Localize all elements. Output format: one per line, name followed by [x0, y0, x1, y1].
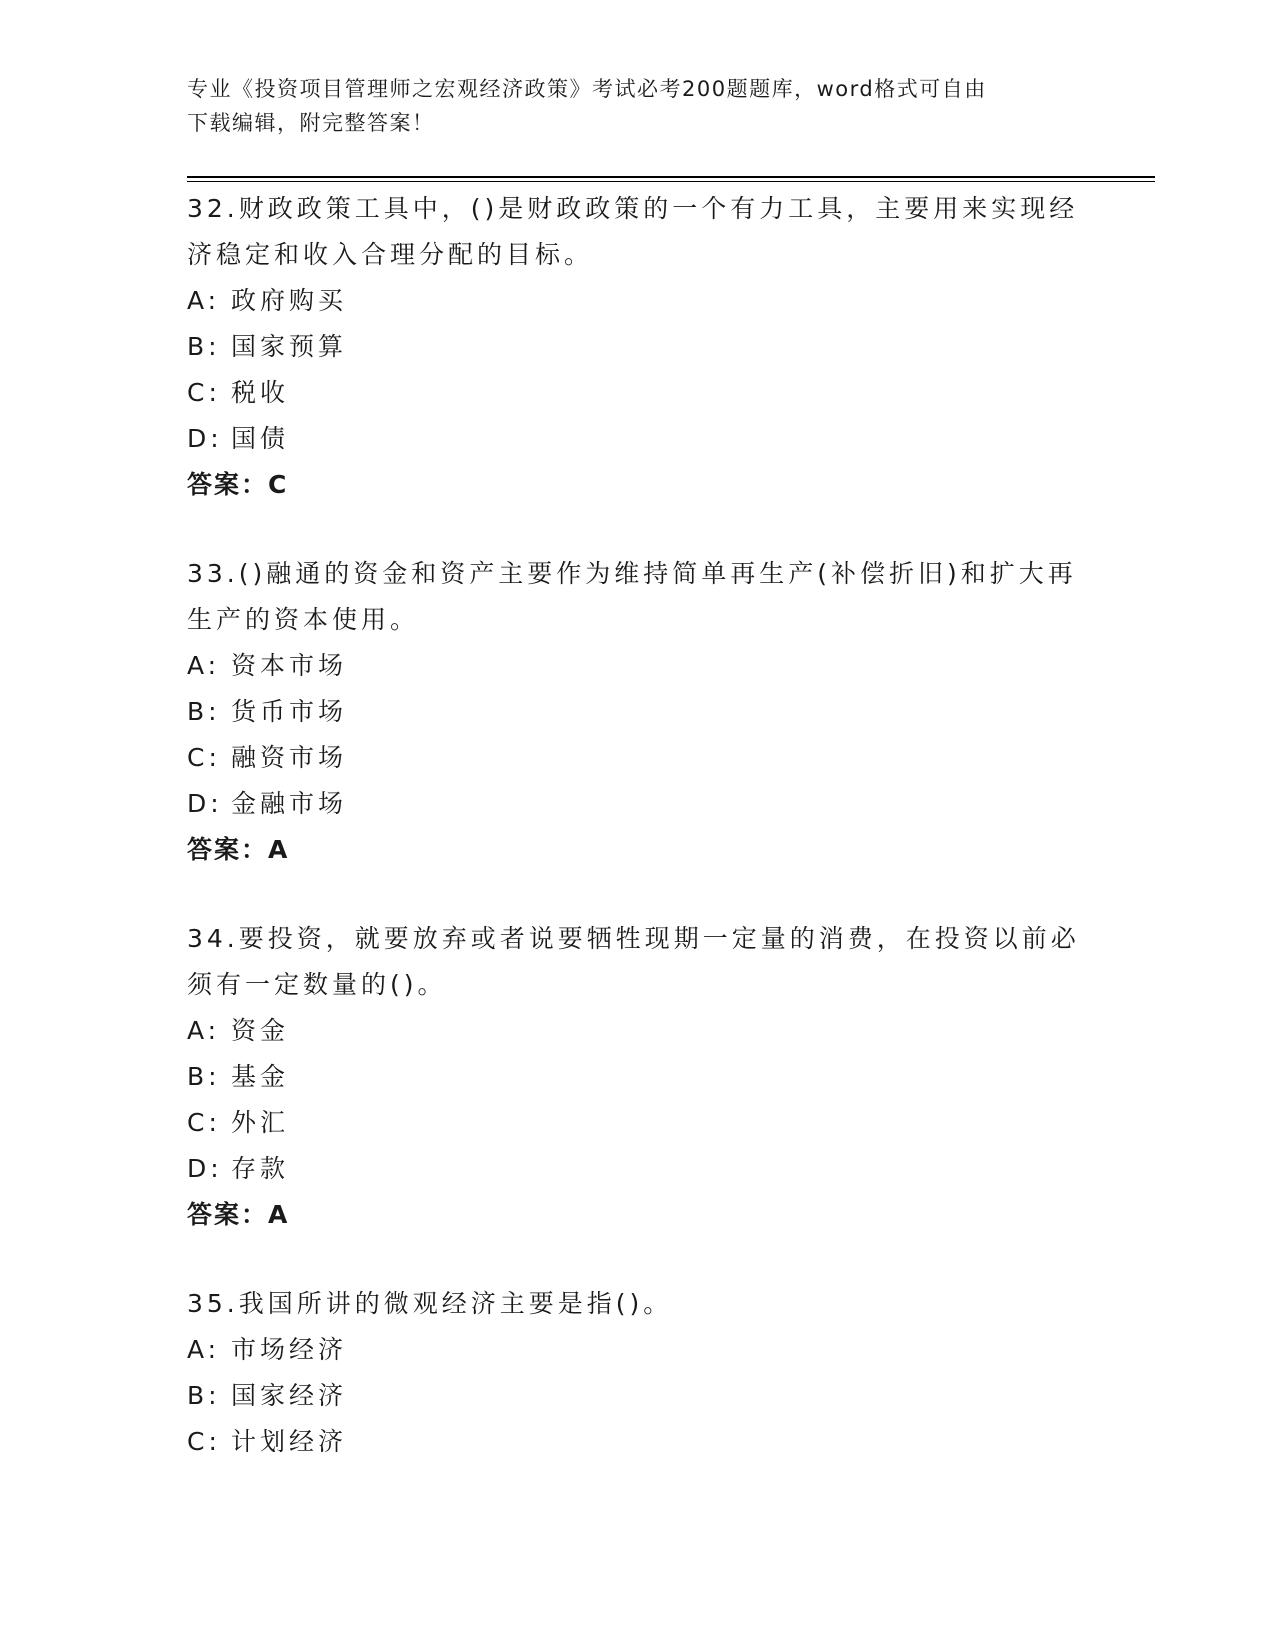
option-text: 存款 [231, 1154, 290, 1183]
option-text: 资金 [231, 1016, 290, 1045]
option-d [187, 781, 1087, 827]
question-stem [187, 186, 1087, 232]
question-stem-line-2: 生产的资本使用。 [187, 605, 420, 634]
option-text: 税收 [231, 378, 290, 407]
question-stem [187, 551, 1087, 597]
question-33 [187, 551, 1087, 873]
option-text: 国家预算 [231, 332, 348, 361]
header-line-2: 下载编辑，附完整答案！ [187, 111, 435, 135]
answer-line: 答案：A [187, 1200, 290, 1229]
question-stem-line-1: ()融通的资金和资产主要作为维持简单再生产(补偿折旧)和扩大再 [238, 559, 1077, 588]
option-text: 计划经济 [231, 1427, 348, 1456]
option-key: A: [187, 1016, 221, 1045]
option-key: C: [187, 743, 221, 772]
option-key: D: [187, 789, 223, 818]
question-stem-line-2: 须有一定数量的()。 [187, 970, 447, 999]
option-text: 资本市场 [231, 651, 348, 680]
option-text: 融资市场 [231, 743, 348, 772]
option-b [187, 324, 1087, 370]
option-a [187, 1327, 1087, 1373]
option-text: 市场经济 [231, 1335, 348, 1364]
document-header [187, 72, 1087, 140]
option-c [187, 1419, 1087, 1465]
question-stem-line-1: 我国所讲的微观经济主要是指()。 [238, 1289, 673, 1318]
header-divider-thick [187, 176, 1155, 178]
answer-line: 答案：C [187, 470, 289, 499]
option-a [187, 278, 1087, 324]
option-a [187, 643, 1087, 689]
option-text: 金融市场 [231, 789, 348, 818]
option-text: 基金 [231, 1062, 290, 1091]
option-key: A: [187, 651, 221, 680]
header-line-1: 专业《投资项目管理师之宏观经济政策》考试必考200题题库，word格式可自由 [187, 77, 987, 101]
option-key: C: [187, 378, 221, 407]
option-key: A: [187, 1335, 221, 1364]
question-list [187, 186, 1087, 1508]
question-35 [187, 1281, 1087, 1465]
option-c [187, 370, 1087, 416]
option-key: D: [187, 424, 223, 453]
option-b [187, 1054, 1087, 1100]
option-b [187, 1373, 1087, 1419]
option-key: B: [187, 1062, 221, 1091]
option-a [187, 1008, 1087, 1054]
question-stem-line-1: 要投资，就要放弃或者说要牺牲现期一定量的消费，在投资以前必 [238, 924, 1080, 953]
question-32 [187, 186, 1087, 508]
question-number: 35. [187, 1289, 239, 1318]
answer-line: 答案：A [187, 835, 290, 864]
option-d [187, 416, 1087, 462]
question-stem [187, 1281, 1087, 1327]
question-stem-line-2: 济稳定和收入合理分配的目标。 [187, 240, 594, 269]
question-number: 33. [187, 559, 239, 588]
option-key: B: [187, 332, 221, 361]
option-text: 国债 [231, 424, 290, 453]
option-text: 政府购买 [231, 286, 348, 315]
option-c [187, 1100, 1087, 1146]
option-text: 货币市场 [231, 697, 348, 726]
question-34 [187, 916, 1087, 1238]
option-key: A: [187, 286, 221, 315]
option-b [187, 689, 1087, 735]
header-divider-thin [187, 181, 1155, 182]
question-number: 34. [187, 924, 239, 953]
question-stem-line-1: 财政政策工具中，()是财政政策的一个有力工具，主要用来实现经 [238, 194, 1079, 223]
option-key: C: [187, 1427, 221, 1456]
option-text: 国家经济 [231, 1381, 348, 1410]
option-key: B: [187, 1381, 221, 1410]
option-key: B: [187, 697, 221, 726]
question-stem [187, 916, 1087, 962]
option-key: D: [187, 1154, 223, 1183]
question-number: 32. [187, 194, 239, 223]
option-c [187, 735, 1087, 781]
option-key: C: [187, 1108, 221, 1137]
option-text: 外汇 [231, 1108, 290, 1137]
option-d [187, 1146, 1087, 1192]
